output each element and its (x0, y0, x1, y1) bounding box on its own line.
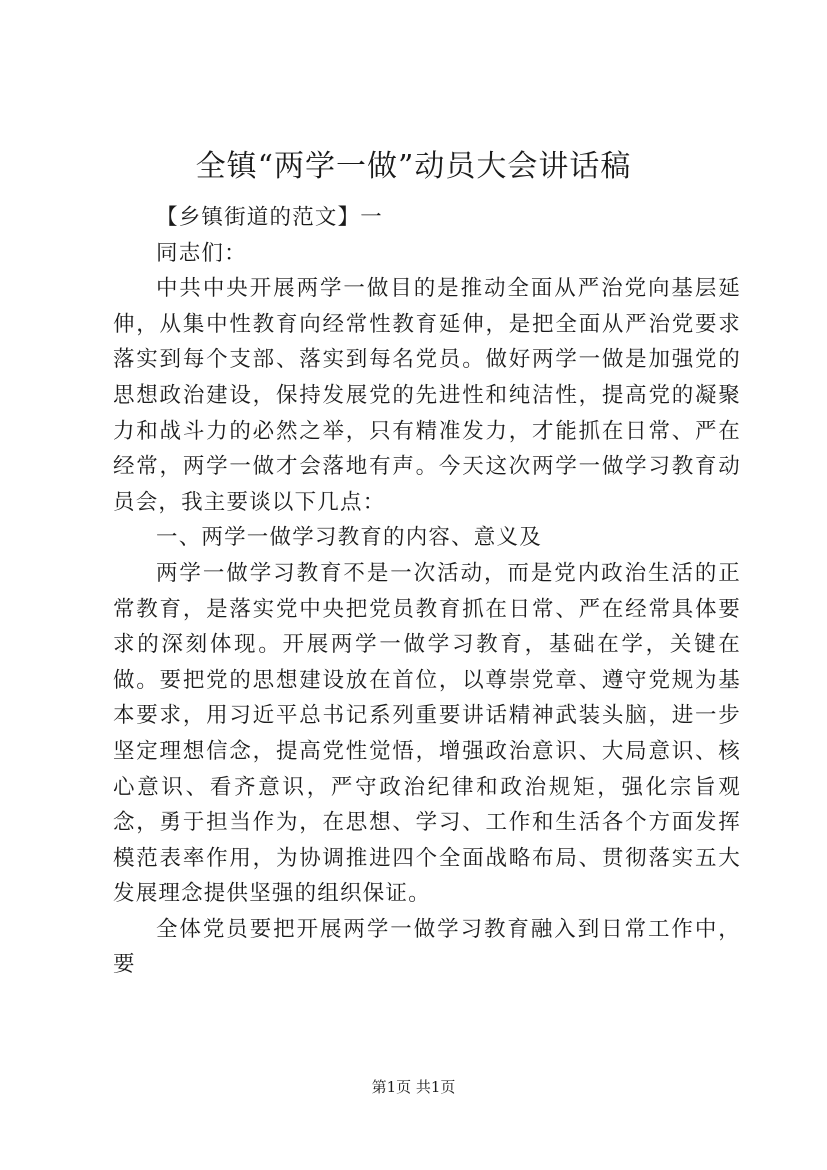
paragraph-1: 中共中央开展两学一做目的是推动全面从严治党向基层延伸，从集中性教育向经常性教育延伸，是把全面从严治党要求落实到每个支部、落实到每名党员。做好两学一做是加强党的思想政治建设，保持发展党的先进性和纯洁性，提高党的凝聚力和战斗力的必然之举，只有精准发力，才能抓在日常、严在经常，两学一做才会落地有声。今天这次两学一做学习教育动员会，我主要谈以下几点： (113, 276, 741, 515)
document-body (113, 200, 741, 983)
paragraph-2: 两学一做学习教育不是一次活动，而是党内政治生活的正常教育，是落实党中央把党员教育抓在日常、严在经常具体要求的深刻体现。开展两学一做学习教育，基础在学，关键在做。要把党的思想建设放在首位，以尊崇党章、遵守党规为基本要求，用习近平总书记系列重要讲话精神武装头脑，进一步坚定理想信念，提高党性觉悟，增强政治意识、大局意识、核心意识、看齐意识，严守政治纪律和政治规矩，强化宗旨观念，勇于担当作为，在思想、学习、工作和生活各个方面发挥模范表率作用，为协调推进四个全面战略布局、贯彻落实五大发展理念提供坚强的组织保证。 (113, 560, 741, 907)
section-heading-1: 一、两学一做学习教育的内容、意义及 (156, 525, 542, 551)
paragraph-3: 全体党员要把开展两学一做学习教育融入到日常工作中，要 (113, 916, 741, 978)
page-footer (0, 1077, 827, 1097)
page-number-label: 第1页 共1页 (371, 1078, 456, 1096)
salutation: 同志们： (156, 240, 247, 266)
document-title: 全镇“两学一做”动员大会讲话稿 (195, 149, 632, 184)
category-tag: 【乡镇街道的范文】一 (156, 205, 384, 230)
